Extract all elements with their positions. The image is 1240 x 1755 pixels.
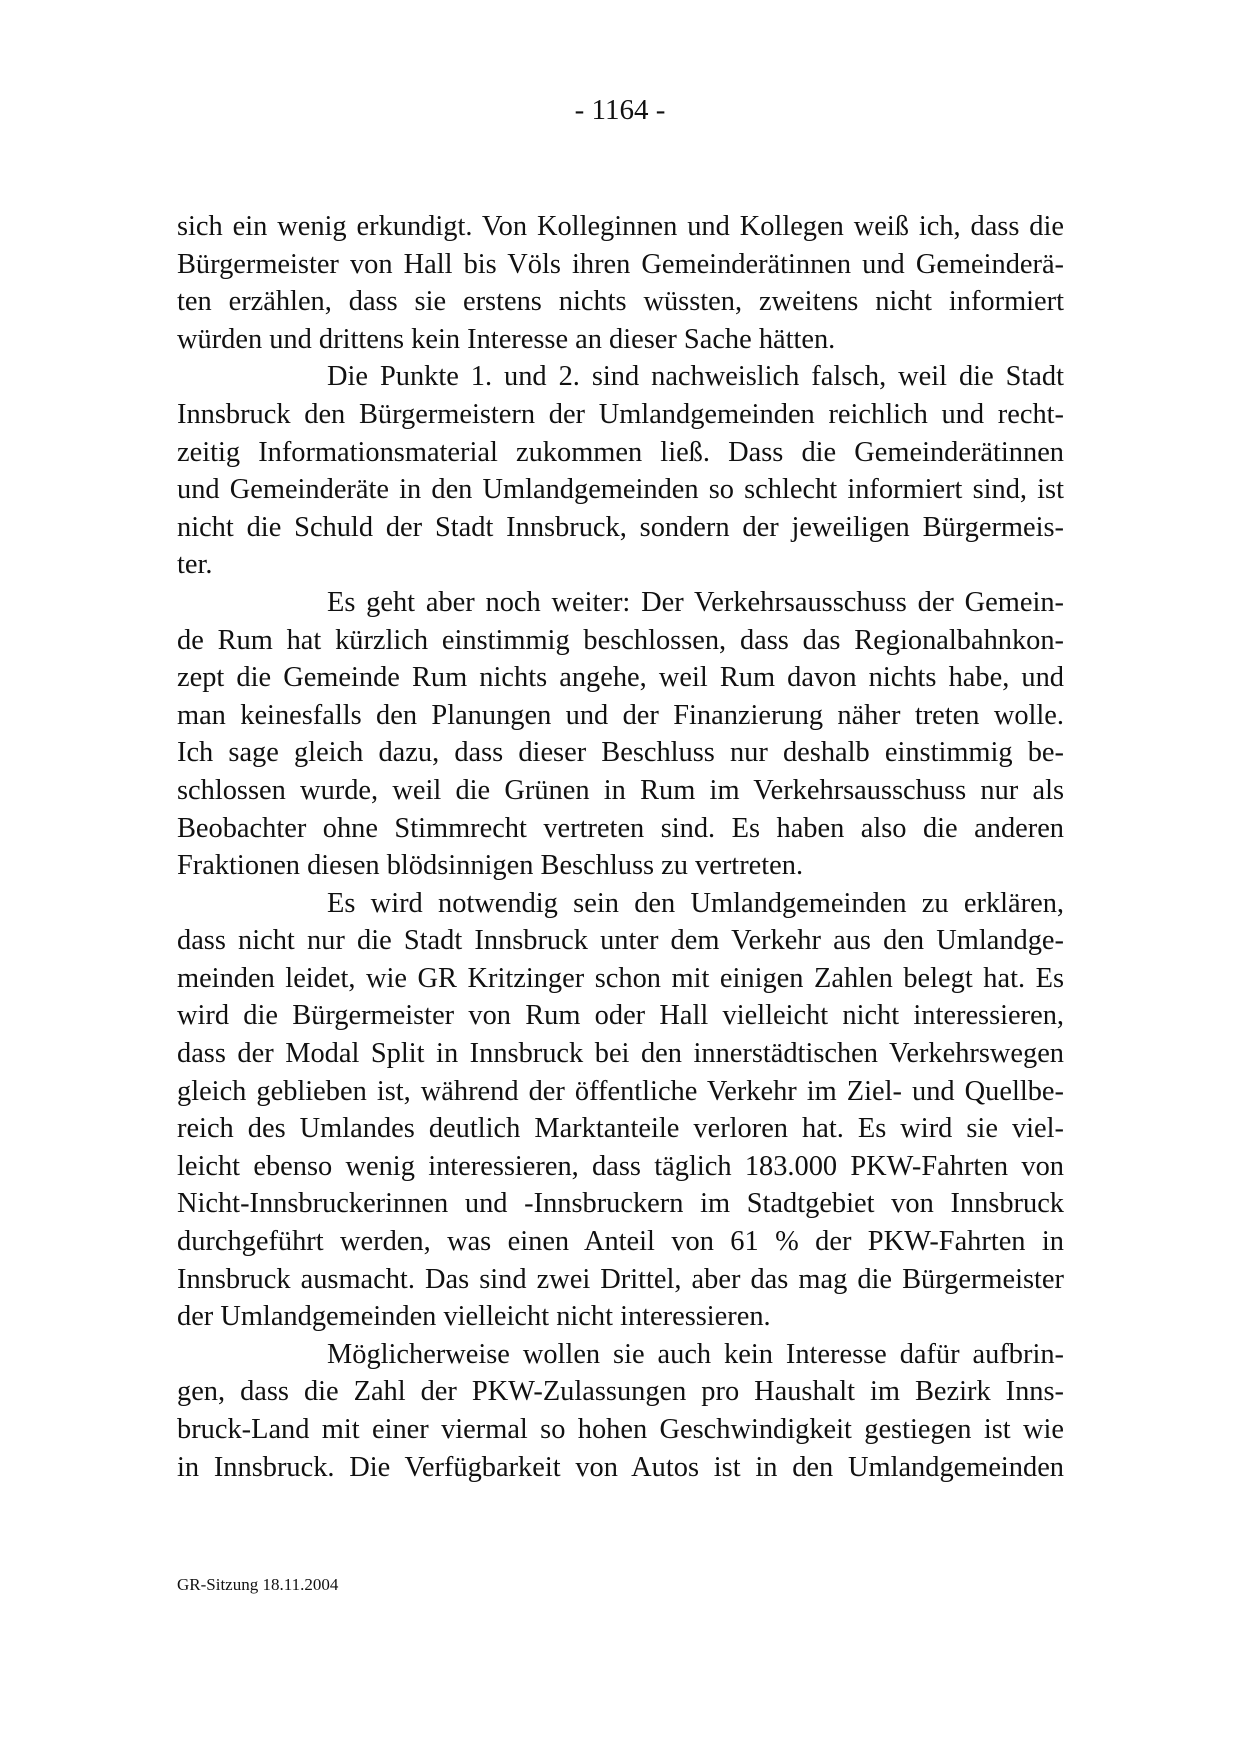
paragraph xyxy=(177,584,1064,885)
text-line: Fraktionen diesen blödsinnigen Beschluss zu vertreten. xyxy=(177,850,804,882)
text-line: Möglicherweise wollen sie auch kein Interesse dafür aufbrin- xyxy=(327,1338,1064,1370)
text-line: reich des Umlandes deutlich Marktanteile verloren hat. Es wird sie viel- xyxy=(177,1113,1064,1145)
text-line: meinden leidet, wie GR Kritzinger schon mit einigen Zahlen belegt hat. Es xyxy=(177,962,1064,994)
text-line: Bürgermeister von Hall bis Völs ihren Gemeinderätinnen und Gemeinderä- xyxy=(177,248,1064,280)
text-line: Nicht-Innsbruckerinnen und -Innsbruckern im Stadtgebiet von Innsbruck xyxy=(177,1188,1064,1220)
text-line: Es wird notwendig sein den Umlandgemeinden zu erklären, xyxy=(327,887,1064,919)
text-line: wird die Bürgermeister von Rum oder Hall vielleicht nicht interessieren, xyxy=(177,1000,1064,1032)
text-line: leicht ebenso wenig interessieren, dass täglich 183.000 PKW-Fahrten von xyxy=(177,1150,1064,1182)
page-footer: GR-Sitzung 18.11.2004 xyxy=(177,1575,339,1594)
text-line: Innsbruck ausmacht. Das sind zwei Drittel, aber das mag die Bürgermeister xyxy=(177,1263,1064,1295)
text-line: dass nicht nur die Stadt Innsbruck unter dem Verkehr aus den Umlandge- xyxy=(177,925,1064,957)
paragraph xyxy=(177,358,1064,584)
text-line: in Innsbruck. Die Verfügbarkeit von Autos ist in den Umlandgemeinden xyxy=(177,1451,1064,1483)
text-line: gleich geblieben ist, während der öffentliche Verkehr im Ziel- und Quellbe- xyxy=(177,1075,1064,1107)
text-line: man keinesfalls den Planungen und der Finanzierung näher treten wolle. xyxy=(177,699,1064,731)
paragraph xyxy=(177,1336,1064,1486)
text-line: bruck-Land mit einer viermal so hohen Geschwindigkeit gestiegen ist wie xyxy=(177,1414,1064,1445)
paragraph xyxy=(177,885,1064,1336)
text-line: Ich sage gleich dazu, dass dieser Beschluss nur deshalb einstimmig be- xyxy=(177,737,1064,769)
text-line: Die Punkte 1. und 2. sind nachweislich falsch, weil die Stadt xyxy=(327,361,1064,393)
text-line: gen, dass die Zahl der PKW-Zulassungen pro Haushalt im Bezirk Inns- xyxy=(177,1376,1064,1408)
text-line: de Rum hat kürzlich einstimmig beschlossen, dass das Regionalbahnkon- xyxy=(177,624,1064,656)
text-line: dass der Modal Split in Innsbruck bei den innerstädtischen Verkehrswegen xyxy=(177,1038,1064,1070)
text-line: würden und drittens kein Interesse an dieser Sache hätten. xyxy=(177,323,836,355)
paragraph xyxy=(177,208,1064,358)
text-line: Innsbruck den Bürgermeistern der Umlandgemeinden reichlich und recht- xyxy=(177,398,1064,430)
text-line: zeitig Informationsmaterial zukommen ließ. Dass die Gemeinderätinnen xyxy=(177,436,1064,468)
text-line: schlossen wurde, weil die Grünen in Rum im Verkehrsausschuss nur als xyxy=(177,774,1064,806)
text-line: Es geht aber noch weiter: Der Verkehrsausschuss der Gemein- xyxy=(327,586,1064,618)
text-line: ten erzählen, dass sie erstens nichts wüssten, zweitens nicht informiert xyxy=(177,286,1064,318)
text-line: durchgeführt werden, was einen Anteil von 61 % der PKW-Fahrten in xyxy=(177,1226,1064,1258)
document-body xyxy=(177,208,1064,1486)
page-number: - 1164 - xyxy=(574,94,666,126)
text-line: nicht die Schuld der Stadt Innsbruck, sondern der jeweiligen Bürgermeis- xyxy=(177,511,1064,543)
text-line: zept die Gemeinde Rum nichts angehe, weil Rum davon nichts habe, und xyxy=(177,662,1064,694)
text-line: und Gemeinderäte in den Umlandgemeinden so schlecht informiert sind, ist xyxy=(177,474,1064,506)
text-line: ter. xyxy=(177,549,213,581)
text-line: Beobachter ohne Stimmrecht vertreten sind. Es haben also die anderen xyxy=(177,812,1064,844)
text-line: der Umlandgemeinden vielleicht nicht interessieren. xyxy=(177,1301,771,1333)
text-line: sich ein wenig erkundigt. Von Kolleginnen und Kollegen weiß ich, dass die xyxy=(177,211,1064,242)
